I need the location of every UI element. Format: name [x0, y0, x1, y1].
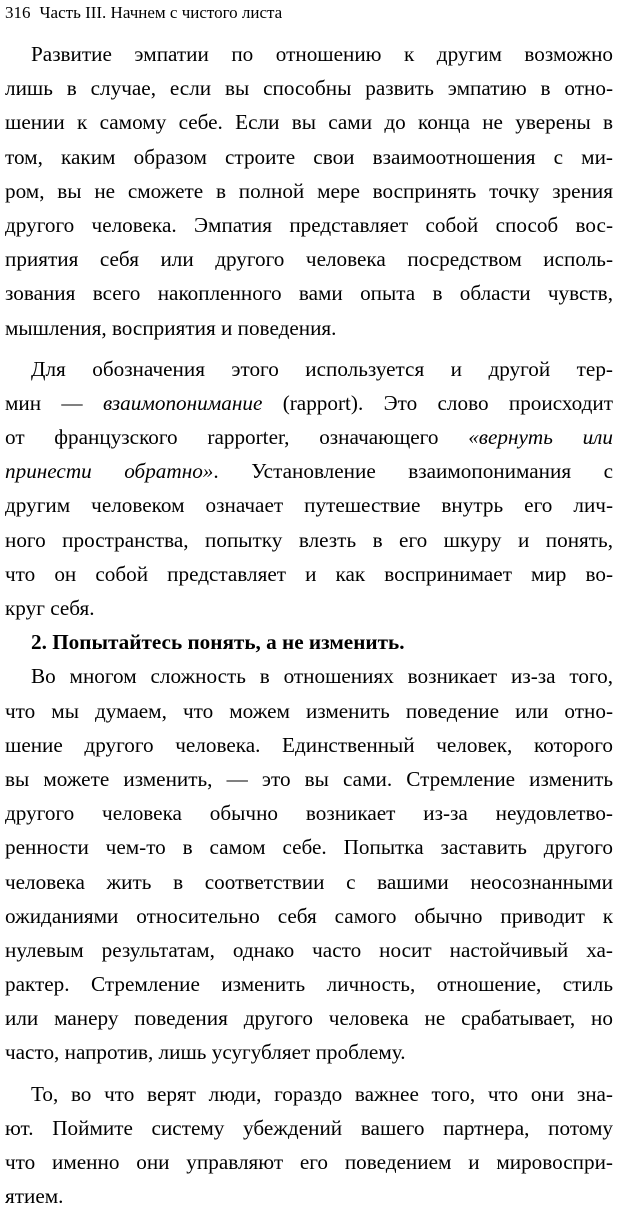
section-title: Часть III. Начнем с чистого листа	[39, 3, 283, 22]
text-line: рактер. Стремление изменить личность, отношение, стиль	[5, 972, 613, 997]
paragraph-rapport	[5, 352, 613, 626]
text-line: мышления, восприятия и поведения.	[5, 315, 337, 340]
text-line	[5, 454, 613, 488]
page-number: 316	[5, 3, 31, 22]
text-line	[5, 386, 613, 420]
paragraph-change	[5, 659, 613, 1069]
text-run: . Установление взаимопонимания с	[213, 459, 614, 484]
text-run: (rapport). Это слово происходит	[262, 390, 614, 415]
text-run: от французского rapporter, означающего	[5, 425, 469, 450]
text-line: шении к самому себе. Если вы сами до конца не уверены в	[5, 110, 613, 135]
text-line: зования всего накопленного вами опыта в области чувств,	[5, 281, 613, 306]
text-line: ют. Поймите систему убеждений вашего партнера, потому	[5, 1115, 613, 1140]
text-line: приятия себя или другого человека посредством исполь-	[5, 247, 613, 272]
running-head	[5, 2, 282, 24]
text-line: что именно они управляют его поведением и мировоспри-	[5, 1150, 613, 1174]
text-line: ренности чем-то в самом себе. Попытка заставить другого	[5, 835, 613, 860]
section-heading: 2. Попытайтесь понять, а не изменить.	[31, 630, 405, 655]
text-line: том, каким образом строите свои взаимоотношения с ми-	[5, 144, 613, 169]
text-line: часто, напротив, лишь усугубляет проблему.	[5, 1040, 406, 1065]
text-line: вы можете изменить, — это вы сами. Стремление изменить	[5, 766, 613, 791]
text-line: ром, вы не сможете в полной мере воспринять точку зрения	[5, 178, 613, 203]
emphasis-term: взаимопонимание	[102, 390, 263, 415]
paragraph-empathy	[5, 37, 613, 345]
text-line: другого человека. Эмпатия представляет собой способ вос-	[5, 212, 613, 237]
text-line: лишь в случае, если вы способны развить эмпатию в отно-	[5, 76, 613, 101]
text-line: другого человека обычно возникает из-за неудовлетво-	[5, 801, 613, 826]
paragraph-beliefs	[5, 1077, 613, 1213]
text-line	[5, 420, 613, 454]
text-line: Во многом сложность в отношениях возникает из-за того,	[31, 664, 613, 689]
text-line: ожиданиями относительно себя самого обычно приводит к	[5, 903, 613, 928]
text-line: шение другого человека. Единственный человек, которого	[5, 732, 613, 757]
text-line: другим человеком означает путешествие внутрь его лич-	[5, 493, 613, 518]
body-text	[5, 37, 613, 1213]
emphasis-quote: «вернуть или	[468, 425, 613, 450]
text-line: что мы думаем, что можем изменить поведение или отно-	[5, 698, 613, 723]
text-line: Развитие эмпатии по отношению к другим возможно	[31, 42, 613, 66]
text-run: мин —	[5, 390, 103, 415]
text-line: То, во что верят люди, гораздо важнее того, что они зна-	[31, 1081, 613, 1106]
text-line: или манеру поведения другого человека не срабатывает, но	[5, 1006, 613, 1031]
text-line: ного пространства, попытку влезть в его шкуру и понять,	[5, 527, 613, 552]
emphasis-quote: принести обратно»	[5, 459, 214, 484]
text-line: нулевым результатам, однако часто носит настойчивый ха-	[5, 937, 613, 962]
text-line: ятием.	[5, 1184, 64, 1209]
text-line: человека жить в соответствии с вашими неосознанными	[5, 869, 613, 894]
text-line: Для обозначения этого используется и другой тер-	[31, 356, 613, 381]
text-line: круг себя.	[5, 596, 95, 620]
text-line: что он собой представляет и как воспринимает мир во-	[5, 561, 613, 586]
